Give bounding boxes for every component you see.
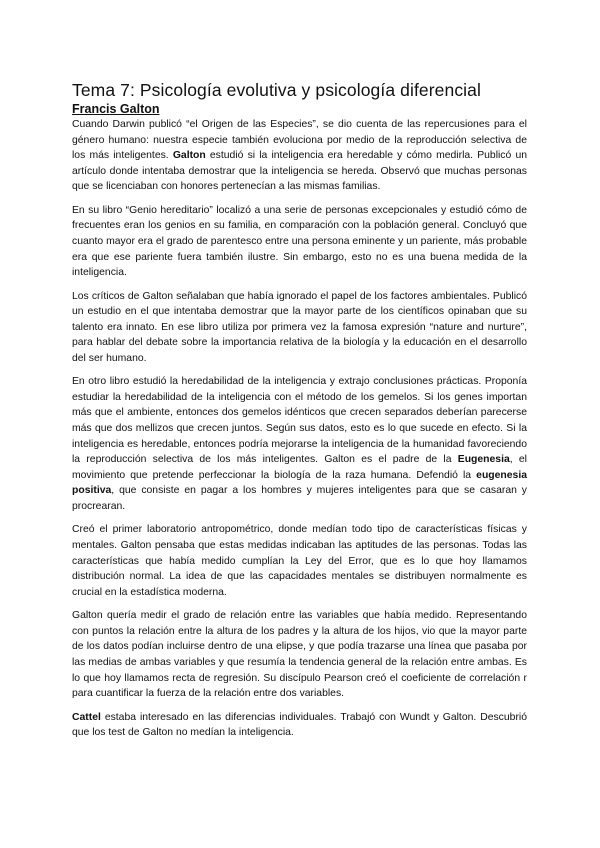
bold-term-eugenesia: Eugenesia xyxy=(457,454,510,466)
paragraph-heredabilidad xyxy=(72,374,527,514)
paragraph-darwin xyxy=(72,117,527,195)
bold-term-galton: Galton xyxy=(172,150,206,162)
paragraph-genio-hereditario: En su libro “Genio hereditario” localizó a una serie de personas excepcionales y estudió cómo de frecuentes eran los genios en su familia, en comparación con la población general. Concluyó que cuanto mayor era el grado de parentesco entre una persona eminente y un pariente, más probable era que ese pariente fuera también ilustre. Sin embargo, esto no es una buena medida de la inteligencia. xyxy=(72,204,527,279)
section-subtitle: Francis Galton xyxy=(72,102,160,116)
page-title: Tema 7: Psicología evolutiva y psicología diferencial xyxy=(72,80,481,100)
paragraph-text: En otro libro estudió la heredabilidad de la inteligencia y extrajo conclusiones prácticas. Proponía estudiar la heredabilidad de la inteligencia con el método de los gemelos. Si los genes importan más que el ambiente, entonces dos gemelos idénticos que crecen separados deberían parecerse más que dos mellizos que crecen juntos. Según sus datos, esto es lo que sucede en efecto. Si la inteligencia es heredable, entonces podría mejorarse la inteligencia de la humanidad favoreciendo la reproducción selectiva de los más inteligentes. Galton es el padre de la xyxy=(72,376,527,466)
bold-term-eugenesia-positiva: eugenesia positiva xyxy=(72,469,527,497)
document-page xyxy=(72,80,527,741)
paragraph-regresion: Galton quería medir el grado de relación entre las variables que había medido. Representando con puntos la relación entre la altura de los padres y la altura de los hijos, vio que la mayor parte de los datos podían incluirse dentro de una elipse, y que podía trazarse una línea que pasaba por las medias de ambas variables y que resumía la tendencia general de la relación entre ambas. Es lo que hoy llamamos recta de regresión. Su discípulo Pearson creó el coeficiente de correlación r para cuantificar la fuerza de la relación entre dos variables. xyxy=(72,610,527,700)
paragraph-text: estaba interesado en las diferencias individuales. Trabajó con Wundt y Galton. Descubrió que los test de Galton no medían la inteligencia. xyxy=(72,711,527,739)
paragraph-text: , que consiste en pagar a los hombres y mujeres inteligentes para que se casaran y procrearan. xyxy=(72,485,527,513)
paragraph-text: estudió si la inteligencia era heredable y cómo medirla. Publicó un artículo donde intentaba demostrar que la inteligencia se hereda. Observó que muchas personas que se licenciaban con honores pertenecían a las mismas familias. xyxy=(72,150,527,193)
paragraph-cattel xyxy=(72,710,527,741)
paragraph-laboratorio: Creó el primer laboratorio antropométrico, donde medían todo tipo de características físicas y mentales. Galton pensaba que estas medidas indicaban las aptitudes de las personas. Todas las características que había medido cumplían la Ley del Error, que es lo que hoy llamamos distribución normal. La idea de que las capacidades mentales se distribuyen normalmente es crucial en la estadística moderna. xyxy=(72,524,527,598)
bold-term-cattel: Cattel xyxy=(72,711,101,723)
paragraph-text: Cuando Darwin publicó “el Origen de las Especies”, se dio cuenta de las repercusiones para el género humano: nuestra especie también evoluciona por medio de la reproducción selectiva de los más inteligentes. xyxy=(72,119,527,162)
paragraph-criticos: Los críticos de Galton señalaban que había ignorado el papel de los factores ambientales. Publicó un estudio en el que intentaba demostrar que la mayor parte de los científicos opinaban que su talento era innato. En ese libro utiliza por primera vez la famosa expresión “nature and nurture”, para hablar del debate sobre la importancia relativa de la biología y la educación en el desarrollo del ser humano. xyxy=(72,290,527,364)
paragraph-text: , el movimiento que pretende perfeccionar la biología de la raza humana. Defendió la xyxy=(72,454,527,481)
